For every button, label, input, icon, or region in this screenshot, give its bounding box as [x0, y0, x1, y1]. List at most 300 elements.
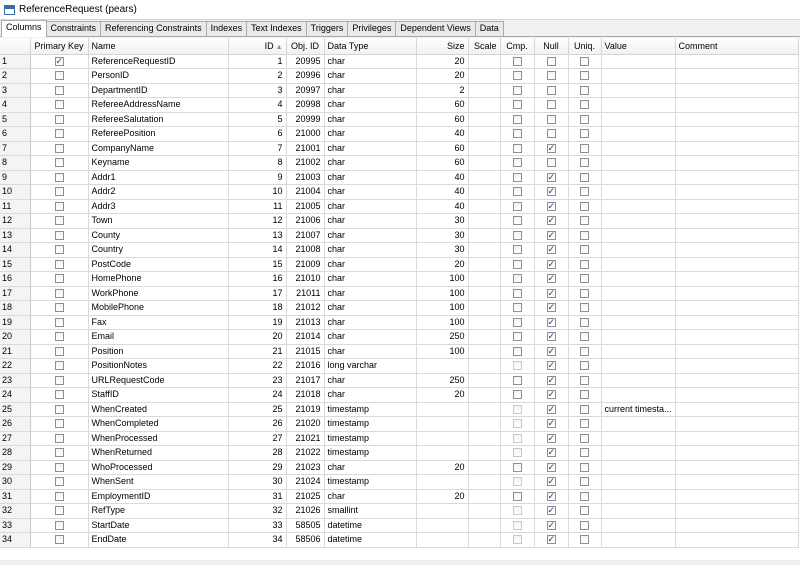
- unique-checkbox[interactable]: [580, 332, 589, 341]
- row-number[interactable]: 32: [0, 504, 30, 519]
- data-type-cell[interactable]: char: [324, 330, 416, 345]
- default-value-cell[interactable]: [601, 301, 675, 316]
- object-id-cell[interactable]: 21000: [286, 127, 324, 142]
- data-type-cell[interactable]: timestamp: [324, 417, 416, 432]
- default-value-cell[interactable]: [601, 431, 675, 446]
- row-number[interactable]: 6: [0, 127, 30, 142]
- row-number[interactable]: 3: [0, 83, 30, 98]
- scale-cell[interactable]: [468, 286, 500, 301]
- table-row[interactable]: [0, 127, 798, 142]
- unique-checkbox[interactable]: [580, 202, 589, 211]
- column-id-cell[interactable]: 6: [228, 127, 286, 142]
- data-type-cell[interactable]: timestamp: [324, 402, 416, 417]
- row-number[interactable]: 2: [0, 69, 30, 84]
- object-id-cell[interactable]: 21012: [286, 301, 324, 316]
- row-number[interactable]: 8: [0, 156, 30, 171]
- default-value-cell[interactable]: current timesta...: [601, 402, 675, 417]
- object-id-cell[interactable]: 21009: [286, 257, 324, 272]
- primary-key-checkbox[interactable]: [55, 492, 64, 501]
- scale-cell[interactable]: [468, 533, 500, 548]
- nullable-checkbox[interactable]: [547, 361, 556, 370]
- unique-checkbox[interactable]: [580, 129, 589, 138]
- column-id-cell[interactable]: 19: [228, 315, 286, 330]
- data-type-cell[interactable]: char: [324, 286, 416, 301]
- size-cell[interactable]: 100: [416, 272, 468, 287]
- nullable-checkbox[interactable]: [547, 521, 556, 530]
- table-row[interactable]: [0, 315, 798, 330]
- compare-checkbox[interactable]: [513, 535, 522, 544]
- data-type-cell[interactable]: char: [324, 388, 416, 403]
- nullable-checkbox[interactable]: [547, 289, 556, 298]
- unique-checkbox[interactable]: [580, 289, 589, 298]
- scale-cell[interactable]: [468, 243, 500, 258]
- column-name-cell[interactable]: WhenSent: [88, 475, 228, 490]
- primary-key-checkbox[interactable]: [55, 463, 64, 472]
- compare-checkbox[interactable]: [513, 274, 522, 283]
- object-id-cell[interactable]: 21010: [286, 272, 324, 287]
- data-type-cell[interactable]: char: [324, 257, 416, 272]
- column-name-cell[interactable]: StartDate: [88, 518, 228, 533]
- nullable-checkbox[interactable]: [547, 405, 556, 414]
- unique-checkbox[interactable]: [580, 521, 589, 530]
- comment-cell[interactable]: [675, 402, 798, 417]
- row-number[interactable]: 31: [0, 489, 30, 504]
- compare-checkbox[interactable]: [513, 158, 522, 167]
- compare-checkbox[interactable]: [513, 71, 522, 80]
- column-name-cell[interactable]: HomePhone: [88, 272, 228, 287]
- nullable-checkbox[interactable]: [547, 129, 556, 138]
- scale-cell[interactable]: [468, 330, 500, 345]
- row-number[interactable]: 16: [0, 272, 30, 287]
- compare-checkbox[interactable]: [513, 100, 522, 109]
- scale-cell[interactable]: [468, 228, 500, 243]
- default-value-cell[interactable]: [601, 243, 675, 258]
- column-header-primary-key[interactable]: Primary Key: [30, 38, 88, 54]
- scale-cell[interactable]: [468, 417, 500, 432]
- data-type-cell[interactable]: timestamp: [324, 431, 416, 446]
- table-row[interactable]: [0, 475, 798, 490]
- default-value-cell[interactable]: [601, 373, 675, 388]
- size-cell[interactable]: 40: [416, 185, 468, 200]
- object-id-cell[interactable]: 21019: [286, 402, 324, 417]
- column-name-cell[interactable]: DepartmentID: [88, 83, 228, 98]
- unique-checkbox[interactable]: [580, 158, 589, 167]
- size-cell[interactable]: 60: [416, 112, 468, 127]
- primary-key-checkbox[interactable]: [55, 231, 64, 240]
- unique-checkbox[interactable]: [580, 173, 589, 182]
- row-number[interactable]: 34: [0, 533, 30, 548]
- primary-key-checkbox[interactable]: [55, 376, 64, 385]
- data-type-cell[interactable]: char: [324, 54, 416, 69]
- size-cell[interactable]: [416, 504, 468, 519]
- comment-cell[interactable]: [675, 272, 798, 287]
- column-name-cell[interactable]: RefereePosition: [88, 127, 228, 142]
- size-cell[interactable]: 30: [416, 243, 468, 258]
- table-row[interactable]: [0, 156, 798, 171]
- tab-indexes[interactable]: Indexes: [206, 21, 248, 36]
- table-row[interactable]: [0, 301, 798, 316]
- object-id-cell[interactable]: 21006: [286, 214, 324, 229]
- primary-key-checkbox[interactable]: [55, 405, 64, 414]
- tab-columns[interactable]: Columns: [1, 20, 47, 37]
- compare-checkbox[interactable]: [513, 405, 522, 414]
- size-cell[interactable]: 100: [416, 301, 468, 316]
- object-id-cell[interactable]: 21002: [286, 156, 324, 171]
- column-id-cell[interactable]: 22: [228, 359, 286, 374]
- data-type-cell[interactable]: char: [324, 98, 416, 113]
- scale-cell[interactable]: [468, 359, 500, 374]
- unique-checkbox[interactable]: [580, 86, 589, 95]
- nullable-checkbox[interactable]: [547, 376, 556, 385]
- scale-cell[interactable]: [468, 475, 500, 490]
- primary-key-checkbox[interactable]: [55, 332, 64, 341]
- size-cell[interactable]: 20: [416, 489, 468, 504]
- tab-data[interactable]: Data: [475, 21, 504, 36]
- row-number[interactable]: 29: [0, 460, 30, 475]
- tab-referencing-constraints[interactable]: Referencing Constraints: [100, 21, 207, 36]
- column-id-cell[interactable]: 33: [228, 518, 286, 533]
- nullable-checkbox[interactable]: [547, 158, 556, 167]
- unique-checkbox[interactable]: [580, 347, 589, 356]
- column-name-cell[interactable]: Addr3: [88, 199, 228, 214]
- table-row[interactable]: [0, 199, 798, 214]
- scale-cell[interactable]: [468, 272, 500, 287]
- scale-cell[interactable]: [468, 185, 500, 200]
- scale-cell[interactable]: [468, 170, 500, 185]
- unique-checkbox[interactable]: [580, 245, 589, 254]
- scale-cell[interactable]: [468, 504, 500, 519]
- row-number[interactable]: 1: [0, 54, 30, 69]
- size-cell[interactable]: 100: [416, 286, 468, 301]
- compare-checkbox[interactable]: [513, 492, 522, 501]
- primary-key-checkbox[interactable]: [55, 202, 64, 211]
- column-id-cell[interactable]: 30: [228, 475, 286, 490]
- object-id-cell[interactable]: 21020: [286, 417, 324, 432]
- table-row[interactable]: [0, 185, 798, 200]
- comment-cell[interactable]: [675, 199, 798, 214]
- column-header-uniq[interactable]: Uniq.: [568, 38, 601, 54]
- comment-cell[interactable]: [675, 141, 798, 156]
- scale-cell[interactable]: [468, 402, 500, 417]
- column-id-cell[interactable]: 23: [228, 373, 286, 388]
- scale-cell[interactable]: [468, 127, 500, 142]
- comment-cell[interactable]: [675, 504, 798, 519]
- column-id-cell[interactable]: 8: [228, 156, 286, 171]
- nullable-checkbox[interactable]: [547, 390, 556, 399]
- unique-checkbox[interactable]: [580, 448, 589, 457]
- nullable-checkbox[interactable]: [547, 434, 556, 443]
- size-cell[interactable]: [416, 431, 468, 446]
- primary-key-checkbox[interactable]: [55, 245, 64, 254]
- primary-key-checkbox[interactable]: [55, 158, 64, 167]
- size-cell[interactable]: [416, 446, 468, 461]
- comment-cell[interactable]: [675, 69, 798, 84]
- row-number[interactable]: 24: [0, 388, 30, 403]
- scale-cell[interactable]: [468, 518, 500, 533]
- column-id-cell[interactable]: 24: [228, 388, 286, 403]
- primary-key-checkbox[interactable]: [55, 187, 64, 196]
- table-row[interactable]: [0, 446, 798, 461]
- data-type-cell[interactable]: char: [324, 301, 416, 316]
- data-type-cell[interactable]: char: [324, 315, 416, 330]
- default-value-cell[interactable]: [601, 257, 675, 272]
- scale-cell[interactable]: [468, 489, 500, 504]
- default-value-cell[interactable]: [601, 475, 675, 490]
- size-cell[interactable]: 60: [416, 141, 468, 156]
- size-cell[interactable]: [416, 359, 468, 374]
- comment-cell[interactable]: [675, 214, 798, 229]
- table-row[interactable]: [0, 286, 798, 301]
- comment-cell[interactable]: [675, 460, 798, 475]
- nullable-checkbox[interactable]: [547, 303, 556, 312]
- column-id-cell[interactable]: 34: [228, 533, 286, 548]
- column-name-cell[interactable]: WhoProcessed: [88, 460, 228, 475]
- column-id-cell[interactable]: 20: [228, 330, 286, 345]
- table-row[interactable]: [0, 504, 798, 519]
- column-id-cell[interactable]: 4: [228, 98, 286, 113]
- primary-key-checkbox[interactable]: [55, 535, 64, 544]
- default-value-cell[interactable]: [601, 83, 675, 98]
- object-id-cell[interactable]: 21026: [286, 504, 324, 519]
- row-number[interactable]: 20: [0, 330, 30, 345]
- comment-cell[interactable]: [675, 112, 798, 127]
- unique-checkbox[interactable]: [580, 260, 589, 269]
- scale-cell[interactable]: [468, 257, 500, 272]
- size-cell[interactable]: [416, 533, 468, 548]
- default-value-cell[interactable]: [601, 330, 675, 345]
- unique-checkbox[interactable]: [580, 390, 589, 399]
- scale-cell[interactable]: [468, 98, 500, 113]
- compare-checkbox[interactable]: [513, 86, 522, 95]
- object-id-cell[interactable]: 21007: [286, 228, 324, 243]
- unique-checkbox[interactable]: [580, 100, 589, 109]
- primary-key-checkbox[interactable]: [55, 86, 64, 95]
- column-name-cell[interactable]: EmploymentID: [88, 489, 228, 504]
- primary-key-checkbox[interactable]: [55, 115, 64, 124]
- nullable-checkbox[interactable]: [547, 332, 556, 341]
- compare-checkbox[interactable]: [513, 361, 522, 370]
- compare-checkbox[interactable]: [513, 187, 522, 196]
- scale-cell[interactable]: [468, 69, 500, 84]
- scale-cell[interactable]: [468, 373, 500, 388]
- unique-checkbox[interactable]: [580, 303, 589, 312]
- tab-dependent-views[interactable]: Dependent Views: [395, 21, 475, 36]
- size-cell[interactable]: [416, 402, 468, 417]
- compare-checkbox[interactable]: [513, 144, 522, 153]
- row-number[interactable]: 33: [0, 518, 30, 533]
- comment-cell[interactable]: [675, 54, 798, 69]
- comment-cell[interactable]: [675, 170, 798, 185]
- column-name-cell[interactable]: WhenCreated: [88, 402, 228, 417]
- column-id-cell[interactable]: 32: [228, 504, 286, 519]
- scale-cell[interactable]: [468, 460, 500, 475]
- data-type-cell[interactable]: char: [324, 228, 416, 243]
- comment-cell[interactable]: [675, 417, 798, 432]
- default-value-cell[interactable]: [601, 185, 675, 200]
- column-id-cell[interactable]: 27: [228, 431, 286, 446]
- default-value-cell[interactable]: [601, 388, 675, 403]
- table-row[interactable]: [0, 388, 798, 403]
- data-type-cell[interactable]: char: [324, 185, 416, 200]
- column-name-cell[interactable]: WhenReturned: [88, 446, 228, 461]
- comment-cell[interactable]: [675, 98, 798, 113]
- data-type-cell[interactable]: char: [324, 69, 416, 84]
- comment-cell[interactable]: [675, 127, 798, 142]
- compare-checkbox[interactable]: [513, 434, 522, 443]
- default-value-cell[interactable]: [601, 446, 675, 461]
- compare-checkbox[interactable]: [513, 216, 522, 225]
- primary-key-checkbox[interactable]: [55, 448, 64, 457]
- comment-cell[interactable]: [675, 301, 798, 316]
- row-number[interactable]: 13: [0, 228, 30, 243]
- row-number[interactable]: 4: [0, 98, 30, 113]
- nullable-checkbox[interactable]: [547, 71, 556, 80]
- compare-checkbox[interactable]: [513, 173, 522, 182]
- primary-key-checkbox[interactable]: [55, 260, 64, 269]
- row-number[interactable]: 5: [0, 112, 30, 127]
- compare-checkbox[interactable]: [513, 303, 522, 312]
- size-cell[interactable]: 20: [416, 257, 468, 272]
- column-id-cell[interactable]: 25: [228, 402, 286, 417]
- scale-cell[interactable]: [468, 199, 500, 214]
- primary-key-checkbox[interactable]: [55, 303, 64, 312]
- row-number[interactable]: 19: [0, 315, 30, 330]
- default-value-cell[interactable]: [601, 98, 675, 113]
- primary-key-checkbox[interactable]: [55, 57, 64, 66]
- column-header-name[interactable]: Name: [88, 38, 228, 54]
- comment-cell[interactable]: [675, 315, 798, 330]
- scale-cell[interactable]: [468, 344, 500, 359]
- column-id-cell[interactable]: 1: [228, 54, 286, 69]
- column-id-cell[interactable]: 13: [228, 228, 286, 243]
- table-row[interactable]: [0, 69, 798, 84]
- table-row[interactable]: [0, 141, 798, 156]
- primary-key-checkbox[interactable]: [55, 347, 64, 356]
- unique-checkbox[interactable]: [580, 419, 589, 428]
- comment-cell[interactable]: [675, 475, 798, 490]
- object-id-cell[interactable]: 21018: [286, 388, 324, 403]
- size-cell[interactable]: 250: [416, 373, 468, 388]
- data-type-cell[interactable]: char: [324, 272, 416, 287]
- unique-checkbox[interactable]: [580, 274, 589, 283]
- tab-constraints[interactable]: Constraints: [46, 21, 102, 36]
- column-name-cell[interactable]: RefereeAddressName: [88, 98, 228, 113]
- column-name-cell[interactable]: CompanyName: [88, 141, 228, 156]
- default-value-cell[interactable]: [601, 228, 675, 243]
- data-type-cell[interactable]: char: [324, 141, 416, 156]
- unique-checkbox[interactable]: [580, 477, 589, 486]
- row-number[interactable]: 25: [0, 402, 30, 417]
- unique-checkbox[interactable]: [580, 405, 589, 414]
- unique-checkbox[interactable]: [580, 57, 589, 66]
- compare-checkbox[interactable]: [513, 521, 522, 530]
- primary-key-checkbox[interactable]: [55, 434, 64, 443]
- row-number[interactable]: 22: [0, 359, 30, 374]
- comment-cell[interactable]: [675, 257, 798, 272]
- column-name-cell[interactable]: PersonID: [88, 69, 228, 84]
- object-id-cell[interactable]: 20997: [286, 83, 324, 98]
- data-type-cell[interactable]: timestamp: [324, 475, 416, 490]
- column-name-cell[interactable]: Keyname: [88, 156, 228, 171]
- compare-checkbox[interactable]: [513, 202, 522, 211]
- size-cell[interactable]: 20: [416, 460, 468, 475]
- data-type-cell[interactable]: char: [324, 112, 416, 127]
- nullable-checkbox[interactable]: [547, 463, 556, 472]
- nullable-checkbox[interactable]: [547, 347, 556, 356]
- default-value-cell[interactable]: [601, 504, 675, 519]
- tab-privileges[interactable]: Privileges: [347, 21, 396, 36]
- column-name-cell[interactable]: Fax: [88, 315, 228, 330]
- scale-cell[interactable]: [468, 315, 500, 330]
- size-cell[interactable]: 20: [416, 388, 468, 403]
- size-cell[interactable]: 40: [416, 127, 468, 142]
- column-header-null[interactable]: Null: [534, 38, 568, 54]
- object-id-cell[interactable]: 20996: [286, 69, 324, 84]
- nullable-checkbox[interactable]: [547, 318, 556, 327]
- column-name-cell[interactable]: WorkPhone: [88, 286, 228, 301]
- default-value-cell[interactable]: [601, 69, 675, 84]
- row-number[interactable]: 26: [0, 417, 30, 432]
- primary-key-checkbox[interactable]: [55, 129, 64, 138]
- data-type-cell[interactable]: char: [324, 373, 416, 388]
- comment-cell[interactable]: [675, 518, 798, 533]
- object-id-cell[interactable]: 21022: [286, 446, 324, 461]
- column-name-cell[interactable]: County: [88, 228, 228, 243]
- nullable-checkbox[interactable]: [547, 245, 556, 254]
- compare-checkbox[interactable]: [513, 318, 522, 327]
- object-id-cell[interactable]: 21005: [286, 199, 324, 214]
- default-value-cell[interactable]: [601, 359, 675, 374]
- size-cell[interactable]: 100: [416, 315, 468, 330]
- table-row[interactable]: [0, 257, 798, 272]
- primary-key-checkbox[interactable]: [55, 71, 64, 80]
- data-type-cell[interactable]: char: [324, 460, 416, 475]
- default-value-cell[interactable]: [601, 141, 675, 156]
- object-id-cell[interactable]: 21003: [286, 170, 324, 185]
- table-row[interactable]: [0, 431, 798, 446]
- primary-key-checkbox[interactable]: [55, 144, 64, 153]
- row-number[interactable]: 17: [0, 286, 30, 301]
- column-header-value[interactable]: Value: [601, 38, 675, 54]
- nullable-checkbox[interactable]: [547, 86, 556, 95]
- column-name-cell[interactable]: Email: [88, 330, 228, 345]
- default-value-cell[interactable]: [601, 112, 675, 127]
- table-row[interactable]: [0, 112, 798, 127]
- table-row[interactable]: [0, 344, 798, 359]
- nullable-checkbox[interactable]: [547, 535, 556, 544]
- data-type-cell[interactable]: char: [324, 214, 416, 229]
- object-id-cell[interactable]: 58506: [286, 533, 324, 548]
- size-cell[interactable]: 30: [416, 228, 468, 243]
- column-id-cell[interactable]: 2: [228, 69, 286, 84]
- column-name-cell[interactable]: WhenCompleted: [88, 417, 228, 432]
- data-type-cell[interactable]: char: [324, 199, 416, 214]
- tab-triggers[interactable]: Triggers: [306, 21, 349, 36]
- default-value-cell[interactable]: [601, 518, 675, 533]
- column-id-cell[interactable]: 3: [228, 83, 286, 98]
- column-id-cell[interactable]: 26: [228, 417, 286, 432]
- comment-cell[interactable]: [675, 156, 798, 171]
- unique-checkbox[interactable]: [580, 216, 589, 225]
- nullable-checkbox[interactable]: [547, 100, 556, 109]
- table-row[interactable]: [0, 243, 798, 258]
- scale-cell[interactable]: [468, 156, 500, 171]
- comment-cell[interactable]: [675, 446, 798, 461]
- default-value-cell[interactable]: [601, 199, 675, 214]
- table-row[interactable]: [0, 170, 798, 185]
- size-cell[interactable]: 250: [416, 330, 468, 345]
- data-type-cell[interactable]: char: [324, 344, 416, 359]
